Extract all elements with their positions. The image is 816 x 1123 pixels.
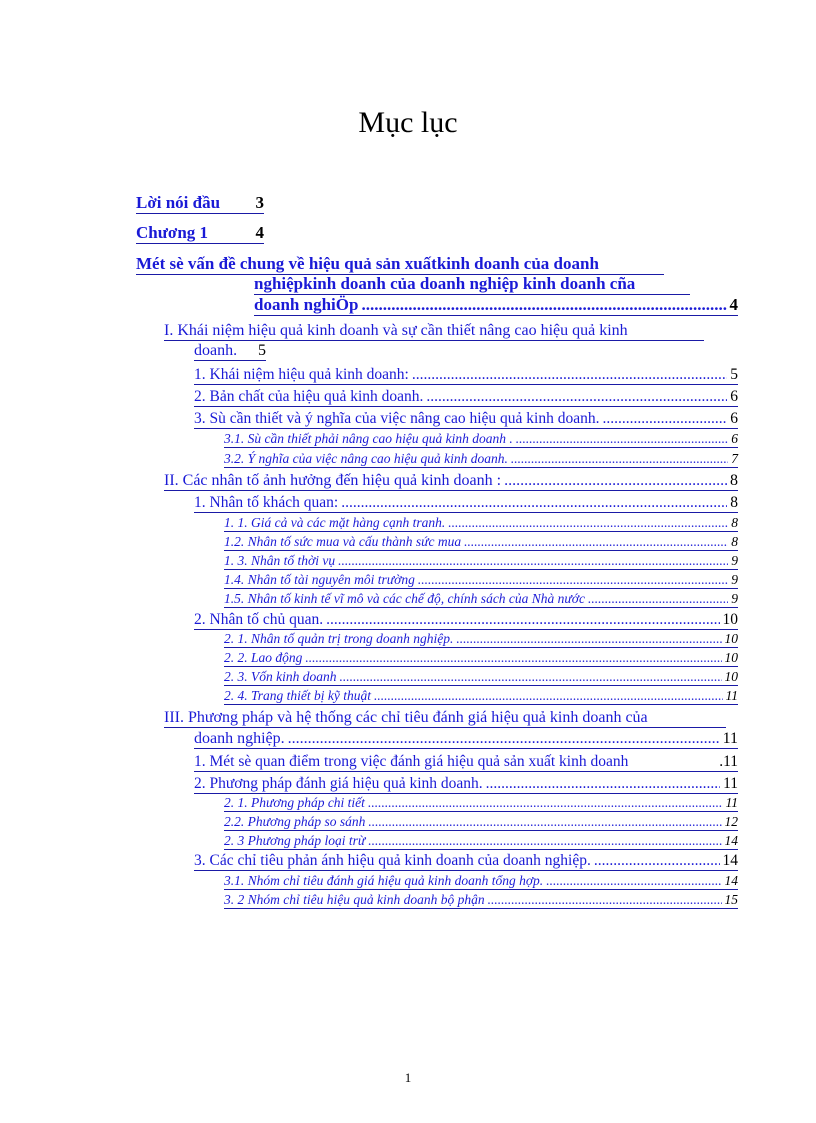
toc-entry-page: 3 <box>255 193 264 212</box>
toc-entry-label: Lời nói đầu <box>136 193 221 212</box>
toc-entry-III-1[interactable]: 1. Mét sè quan điểm trong việc đánh giá hiệu quả sản xuất kinh doanh .11 <box>194 753 738 770</box>
toc-entry-I-2[interactable]: 2. Bản chất của hiệu quả kinh doanh. ..... 6 <box>194 388 738 407</box>
toc-entry-II-2-2[interactable]: 2. 2. Lao động ..... 10 <box>224 650 738 667</box>
page-number: 1 <box>404 1070 412 1085</box>
toc-entry-II-1-3[interactable]: 1. 3. Nhân tố thời vụ ..... 9 <box>224 553 738 570</box>
toc-entry-page: 4 <box>255 223 264 242</box>
toc-entry-III-3-1[interactable]: 3.1. Nhóm chỉ tiêu đánh giá hiệu quả kinh doanh tổng hợp. ..... 14 <box>224 873 738 890</box>
toc-entry-II-2[interactable]: 2. Nhân tố chủ quan. ..... 10 <box>194 611 738 630</box>
toc-entry-I-1[interactable]: 1. Khái niệm hiệu quả kinh doanh: ..... 5 <box>194 366 738 385</box>
toc-entry-III-3-2[interactable]: 3. 2 Nhóm chỉ tiêu hiệu quả kinh doanh bộ phận ..... 15 <box>224 892 738 909</box>
toc-entry-label: doanh. <box>194 342 238 359</box>
toc-entry-I-3-2[interactable]: 3.2. Ý nghĩa của việc nâng cao hiệu quả kinh doanh. ..... 7 <box>224 451 738 468</box>
toc-entry-III-2-3[interactable]: 2. 3 Phương pháp loại trừ ..... 14 <box>224 833 738 850</box>
toc-entry-II-2-4[interactable]: 2. 4. Trang thiết bị kỹ thuật ..... 11 <box>224 688 738 705</box>
toc-entry-chapter-title-line1[interactable] <box>136 254 664 275</box>
toc-entry-III-2[interactable]: 2. Phương pháp đánh giá hiệu quả kinh doanh. ..... 11 <box>194 775 738 794</box>
toc-entry-section-II[interactable]: II. Các nhân tố ảnh hưởng đến hiệu quả kinh doanh : ..... 8 <box>164 472 738 491</box>
toc-entry-I-3-1[interactable]: 3.1. Sù cần thiết phải nâng cao hiệu quả kinh doanh . ..... 6 <box>224 431 738 448</box>
toc-entry-III-2-2[interactable]: 2.2. Phương pháp so sánh ..... 12 <box>224 814 738 831</box>
page-title: Mục lục <box>358 106 458 139</box>
toc-entry-page: 4 <box>729 295 738 314</box>
toc-entry-II-1-2[interactable]: 1.2. Nhân tố sức mua và cấu thành sức mua ..... 8 <box>224 534 738 551</box>
toc-entry-chapter-title-line2[interactable] <box>254 274 690 295</box>
toc-entry-section-I-line2[interactable] <box>194 342 266 361</box>
toc-entry-section-I-line1[interactable] <box>164 322 704 341</box>
toc-entry-II-2-3[interactable]: 2. 3. Vốn kinh doanh ..... 10 <box>224 669 738 686</box>
toc-entry-II-1[interactable]: 1. Nhân tố khách quan: ..... 8 <box>194 494 738 513</box>
toc-entry-section-III-line1[interactable] <box>164 709 726 728</box>
toc-entry-label: III. Phương pháp và hệ thống các chỉ tiêu đánh giá hiệu quả kinh doanh của <box>164 709 648 726</box>
toc-entry-label: I. Khái niệm hiệu quả kinh doanh và sự cần thiết nâng cao hiệu quả kinh <box>164 322 628 339</box>
toc-entry-II-1-1[interactable]: 1. 1. Giá cả và các mặt hàng cạnh tranh. ..... 8 <box>224 515 738 532</box>
toc-entry-preface[interactable] <box>136 193 264 214</box>
toc-entry-label: Mét sè vấn đề chung về hiệu quả sản xuấtkinh doanh của doanh <box>136 254 599 273</box>
toc-entry-III-2-1[interactable]: 2. 1. Phương pháp chi tiết ..... 11 <box>224 795 738 812</box>
toc-entry-page: 5 <box>258 342 266 359</box>
toc-entry-chapter-title-line3[interactable] <box>254 295 738 316</box>
toc-entry-II-1-4[interactable]: 1.4. Nhân tố tài nguyên môi trường ..... 9 <box>224 572 738 589</box>
toc-entry-III-3[interactable]: 3. Các chỉ tiêu phản ánh hiệu quả kinh doanh của doanh nghiệp. ..... 14 <box>194 852 738 871</box>
toc-entry-II-2-1[interactable]: 2. 1. Nhân tố quản trị trong doanh nghiệp. ..... 10 <box>224 631 738 648</box>
toc-entry-label: doanh nghiÖp <box>254 295 359 314</box>
toc-entry-II-1-5[interactable]: 1.5. Nhân tố kinh tế vĩ mô và các chế độ, chính sách của Nhà nước ..... 9 <box>224 591 738 608</box>
toc-entry-I-3[interactable]: 3. Sù cần thiết và ý nghĩa của việc nâng cao hiệu quả kinh doanh. ..... 6 <box>194 410 738 429</box>
toc-entry-section-III-line2[interactable]: doanh nghiệp. ..... 11 <box>194 730 738 749</box>
toc-entry-label: Chương 1 <box>136 223 209 242</box>
toc-entry-label: nghiệpkinh doanh của doanh nghiệp kinh doanh cña <box>254 274 636 293</box>
toc-entry-chapter-1[interactable] <box>136 223 264 244</box>
